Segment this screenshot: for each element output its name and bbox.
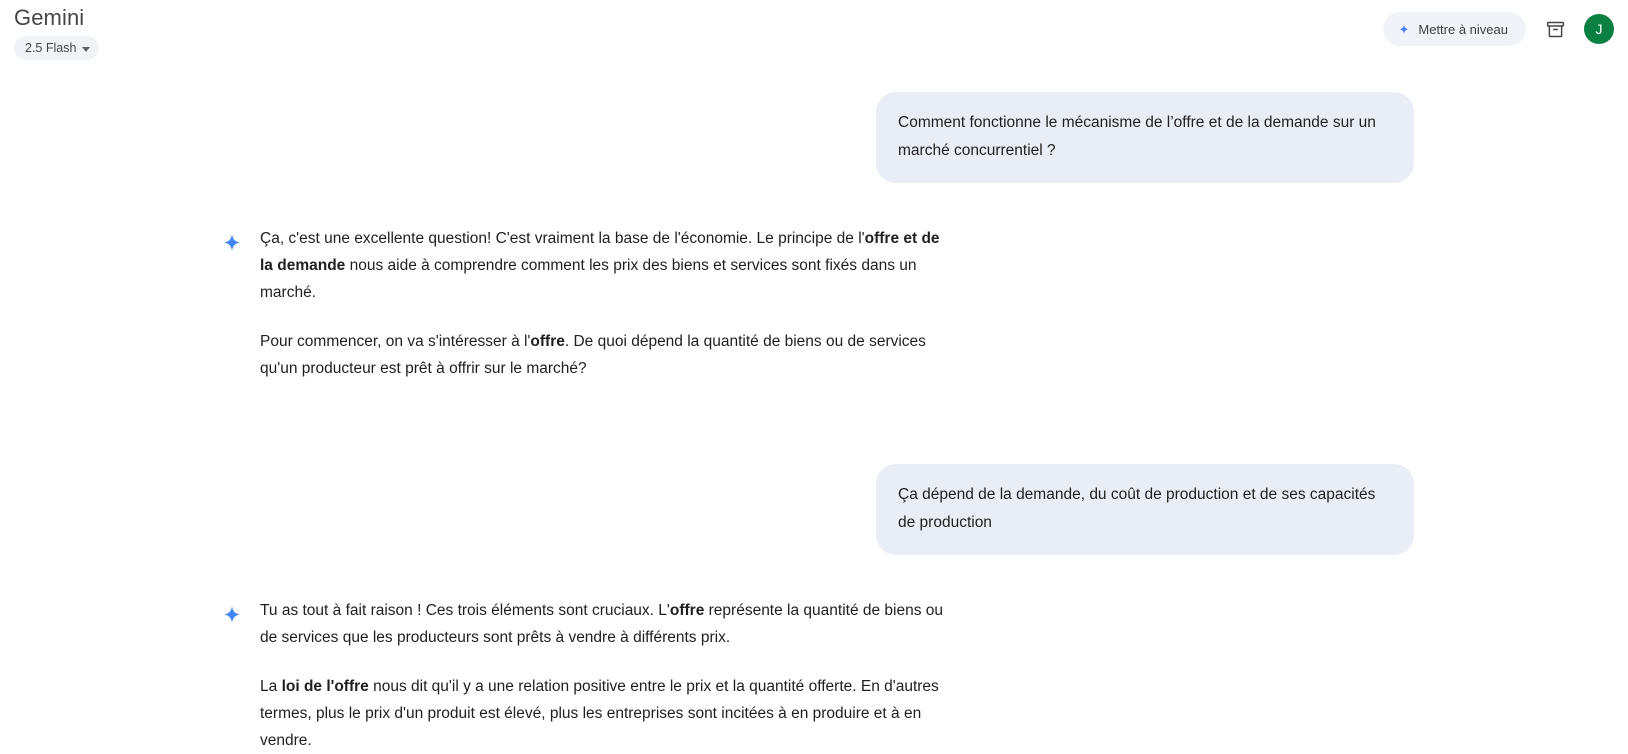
user-turn — [214, 92, 1414, 183]
model-paragraph: La loi de l'offre nous dit qu'il y a une relation positive entre le prix et la quantité offerte. En d'autres termes, plus le prix d'un produit est élevé, plus les entreprises sont incitées à en produire et à en vendre. — [260, 678, 939, 749]
history-button[interactable] — [1538, 12, 1572, 46]
app-header — [0, 0, 1628, 72]
user-turn — [214, 464, 1414, 555]
upgrade-button[interactable] — [1383, 12, 1526, 46]
chevron-down-icon — [82, 47, 90, 52]
model-message — [260, 597, 950, 754]
gemini-sparkle-icon — [220, 597, 260, 628]
model-selector[interactable] — [14, 36, 99, 60]
brand-block — [14, 4, 99, 60]
model-paragraph: Pour commencer, on va s'intéresser à l'offre. De quoi dépend la quantité de biens ou de services qu'un producteur est prêt à offrir sur le marché? — [260, 333, 926, 377]
model-paragraph: Ça, c'est une excellente question! C'est vraiment la base de l'économie. Le principe de l'offre et de la demande nous aide à comprendre comment les prix des biens et services sont fixés dans un marché. — [260, 230, 940, 301]
model-message — [260, 225, 950, 382]
model-selector-label: 2.5 Flash — [25, 41, 77, 55]
header-actions — [1383, 12, 1614, 46]
model-paragraph: Tu as tout à fait raison ! Ces trois éléments sont cruciaux. L'offre représente la quantité de biens ou de services que les producteurs sont prêts à vendre à différents prix. — [260, 602, 944, 646]
avatar-initial: J — [1595, 21, 1603, 37]
archive-box-icon — [1545, 19, 1566, 40]
model-turn — [214, 225, 1414, 382]
user-message: Comment fonctionne le mécanisme de l’offre et de la demande sur un marché concurrentiel ? — [876, 92, 1414, 183]
model-turn — [214, 597, 1414, 754]
user-message: Ça dépend de la demande, du coût de production et de ses capacités de production — [876, 464, 1414, 555]
upgrade-button-label: Mettre à niveau — [1418, 21, 1508, 37]
gemini-sparkle-icon — [220, 225, 260, 256]
app-title: Gemini — [14, 5, 85, 30]
spacer — [214, 382, 1414, 464]
sparkle-icon: ✦ — [1398, 21, 1410, 37]
conversation — [214, 72, 1414, 754]
avatar[interactable] — [1584, 14, 1614, 44]
